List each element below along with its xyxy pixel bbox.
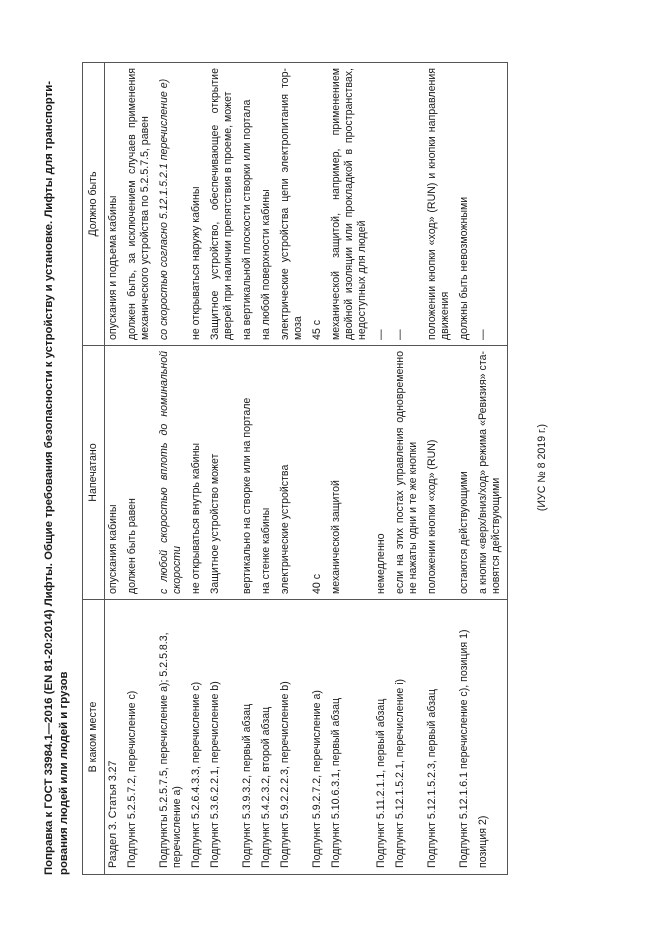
cell-should: Защитное устройство, обеспечивающее открытие дверей при наличии препятствия в проеме, может (207, 63, 239, 346)
cell-printed: опускания кабины (105, 346, 125, 600)
cell-printed: вертикально на створке или на портале (239, 346, 258, 600)
cell-should: на любой поверхности кабины (258, 63, 277, 346)
table-row (309, 63, 328, 875)
header-place: В каком месте (83, 600, 105, 875)
table-row (105, 63, 125, 875)
cell-should: электрические устройства цепи электропитания тормоза (277, 63, 309, 346)
cell-place: Подпункт 5.3.9.3.2, первый абзац (239, 600, 258, 875)
cell-place: Подпункт 5.4.2.3.2, второй абзац (258, 600, 277, 875)
cell-printed: электрические устройства (277, 346, 309, 600)
cell-should: механической защитой, например, применением двойной изоляции или прокладкой в пространствах, недоступных для людей (328, 63, 373, 346)
cell-printed: на стенке кабины (258, 346, 277, 600)
table-row (239, 63, 258, 875)
cell-printed: должен быть равен (124, 346, 156, 600)
table-row (424, 63, 456, 875)
cell-should: положении кнопки «ход» (RUN) и кнопки направления движения (424, 63, 456, 346)
header-printed: Напечатано (83, 346, 105, 600)
table-header-row (83, 63, 105, 875)
page-title: Поправка к ГОСТ 33984.1—2016 (EN 81-20:2014) Лифты. Общие требования безопасности к устройству и установке. Лифты для транспортирования людей или людей и грузов (43, 81, 70, 875)
cell-printed: 40 с (309, 346, 328, 600)
cell-should: 45 с (309, 63, 328, 346)
cell-should: — (475, 63, 508, 346)
cell-printed: механической защитой (328, 346, 373, 600)
cell-printed: положении кнопки «ход» (RUN) (424, 346, 456, 600)
cell-place: Подпункт 5.10.6.3.1, первый абзац (328, 600, 373, 875)
header-should: Должно быть (83, 63, 105, 346)
cell-place: Раздел 3. Статья 3.27 (105, 600, 125, 875)
cell-should: должны быть невозможными (456, 63, 475, 346)
cell-should: со скоростью согласно 5.12.1.5.2.1 перечисление е) (156, 63, 188, 346)
table-row (207, 63, 239, 875)
cell-printed: а кнопки «верх/вниз/ход» режима «Ревизия» становятся действующими (475, 346, 508, 600)
table-row (475, 63, 508, 875)
table-row (373, 63, 392, 875)
table-row (392, 63, 424, 875)
cell-should: — (392, 63, 424, 346)
cell-place: Подпункт 5.11.2.1.1, первый абзац (373, 600, 392, 875)
cell-printed: Защитное устройство может (207, 346, 239, 600)
corrections-table (82, 62, 508, 875)
cell-printed: немедленно (373, 346, 392, 600)
cell-place: Подпункт 5.12.1.5.2.1, перечисление i) (392, 600, 424, 875)
table-row (188, 63, 207, 875)
cell-place: Подпункт 5.12.1.6.1 перечисление с), позиция 1) (456, 600, 475, 875)
cell-place: Подпункт 5.12.1.5.2.3, первый абзац (424, 600, 456, 875)
footer-issue: (ИУС № 8 2019 г.) (536, 423, 548, 512)
cell-place: Подпункт 5.2.5.7.2, перечисление c) (124, 600, 156, 875)
cell-place: Подпункты 5.2.5.7.5, перечисление а); 5.2.5.8.3, перечисление а) (156, 600, 188, 875)
cell-should: — (373, 63, 392, 346)
cell-place: Подпункт 5.3.6.2.2.1, перечисление b) (207, 600, 239, 875)
table-row (456, 63, 475, 875)
cell-printed: если на этих постах управления одновременно не нажаты одни и те же кнопки (392, 346, 424, 600)
cell-place: позиция 2) (475, 600, 508, 875)
cell-place: Подпункт 5.9.2.7.2, перечисление а) (309, 600, 328, 875)
cell-should: должен быть, за исключением случаев применения механического устройства по 5.2.5.7.5, равен (124, 63, 156, 346)
cell-printed: остаются действующими (456, 346, 475, 600)
cell-should: не открываться наружу кабины (188, 63, 207, 346)
table-row (277, 63, 309, 875)
table-row (156, 63, 188, 875)
cell-place: Подпункт 5.9.2.2.2.3, перечисление b) (277, 600, 309, 875)
cell-should: на вертикальной плоскости створки или портала (239, 63, 258, 346)
cell-place: Подпункт 5.2.6.4.3.3, перечисление c) (188, 600, 207, 875)
cell-should: опускания и подъема кабины (105, 63, 125, 346)
table-row (328, 63, 373, 875)
table-row (124, 63, 156, 875)
cell-printed: с любой скоростью вплоть до номинальной скорости (156, 346, 188, 600)
table-row (258, 63, 277, 875)
cell-printed: не открываться внутрь кабины (188, 346, 207, 600)
